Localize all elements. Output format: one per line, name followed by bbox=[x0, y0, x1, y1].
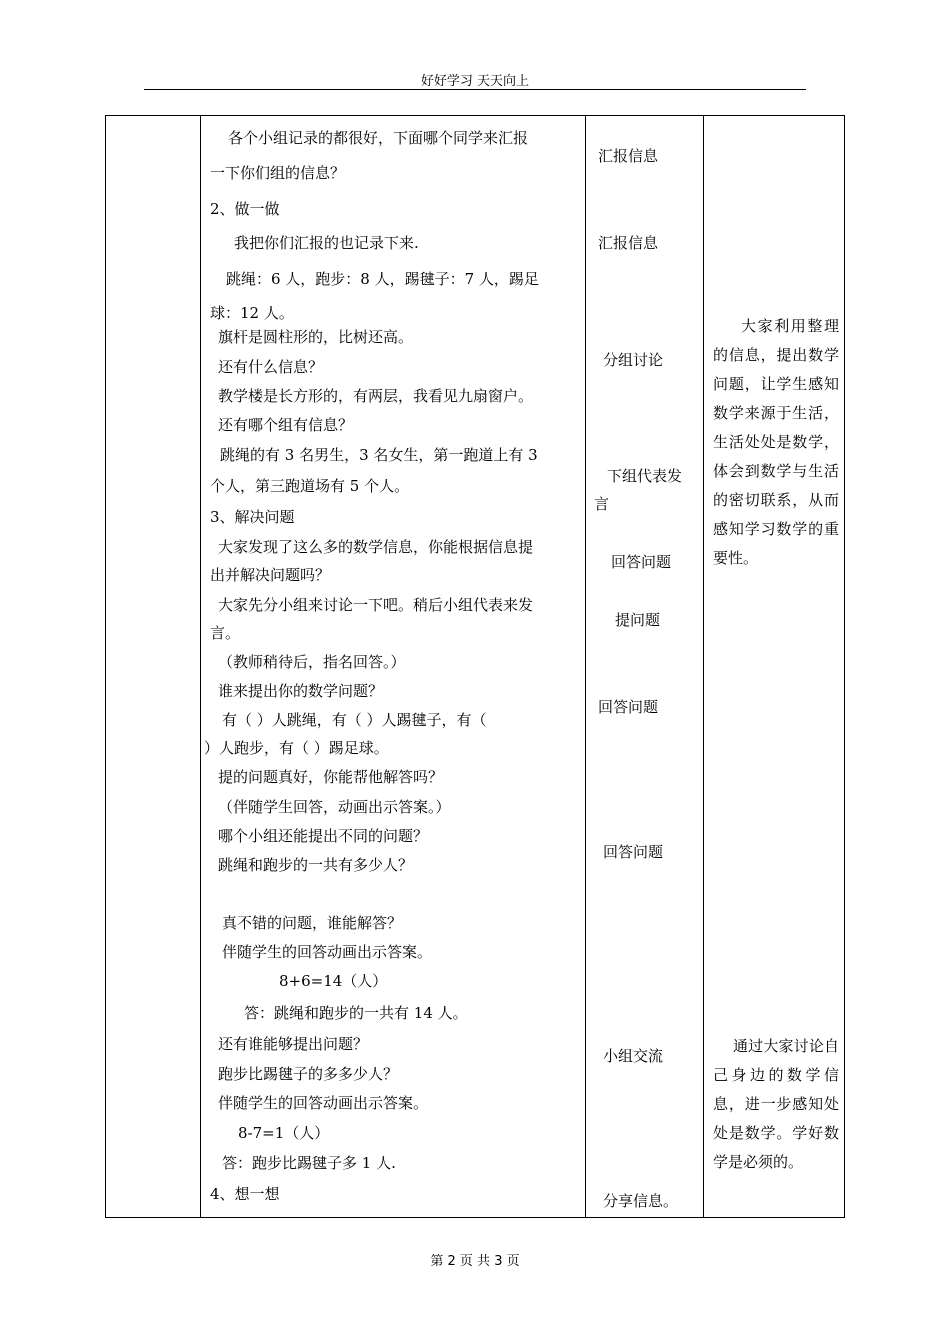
teacher-text-line: 跳绳：6 人，跑步：8 人，踢毽子：7 人，踢足 bbox=[226, 270, 539, 288]
page-footer: 第 2 页 共 3 页 bbox=[430, 1254, 520, 1269]
teacher-text-line: 球：12 人。 bbox=[210, 304, 294, 322]
student-activity: 下组代表发 bbox=[607, 467, 683, 485]
design-intent-text: 通过大家讨论自己身边的数学信息，进一步感知处处是数学。学好数学是必须的。 bbox=[713, 1037, 839, 1171]
teacher-text-line: 谁来提出你的数学问题？ bbox=[218, 682, 384, 700]
header-rule bbox=[144, 89, 806, 90]
student-activity: 言 bbox=[594, 495, 610, 513]
teacher-text-line: 个人，第三跑道场有 5 个人。 bbox=[210, 477, 410, 495]
teacher-text-line: 伴随学生的回答动画出示答案。 bbox=[222, 943, 433, 961]
column-divider-1 bbox=[200, 116, 201, 1217]
teacher-text-line: 伴随学生的回答动画出示答案。 bbox=[218, 1094, 429, 1112]
student-activity: 提问题 bbox=[615, 611, 661, 629]
teacher-text-line: 大家发现了这么多的数学信息，你能根据信息提 bbox=[218, 538, 534, 556]
student-activity: 回答问题 bbox=[598, 698, 659, 716]
teacher-text-line: ）人跑步，有（ ）踢足球。 bbox=[204, 739, 389, 757]
teacher-text-line: 还有什么信息？ bbox=[218, 358, 324, 376]
teacher-text-line: 言。 bbox=[210, 624, 241, 642]
student-activity: 回答问题 bbox=[611, 553, 672, 571]
column-divider-2 bbox=[585, 116, 586, 1217]
student-activity: 分组讨论 bbox=[603, 351, 664, 369]
design-intent-text: 大家利用整理的信息，提出数学问题，让学生感知数学来源于生活，生活处处是数学，体会到数学与生活的密切联系，从而感知学习数学的重要性。 bbox=[713, 317, 839, 567]
teacher-text-line: 提的问题真好，你能帮他解答吗？ bbox=[218, 768, 444, 786]
teacher-text-line: 大家先分小组来讨论一下吧。稍后小组代表来发 bbox=[218, 596, 534, 614]
teacher-text-line: 出并解决问题吗？ bbox=[210, 566, 331, 584]
section-heading: 3、解决问题 bbox=[210, 508, 295, 526]
student-activity: 小组交流 bbox=[603, 1047, 664, 1065]
answer-line: 答：跳绳和跑步的一共有 14 人。 bbox=[244, 1004, 468, 1022]
section-heading: 4、想一想 bbox=[210, 1185, 280, 1203]
section-heading: 2、做一做 bbox=[210, 200, 280, 218]
teacher-text-line: 我把你们汇报的也记录下来. bbox=[234, 234, 419, 252]
teacher-text-line: 旗杆是圆柱形的，比树还高。 bbox=[218, 328, 414, 346]
equation: 8-7=1（人） bbox=[238, 1124, 330, 1142]
teacher-text-line: 还有谁能够提出问题？ bbox=[218, 1035, 369, 1053]
page-header-title: 好好学习 天天向上 bbox=[420, 74, 530, 89]
teacher-text-line: （伴随学生回答，动画出示答案。） bbox=[218, 798, 451, 816]
student-activity: 分享信息。 bbox=[603, 1192, 679, 1210]
student-activity: 汇报信息 bbox=[598, 234, 659, 252]
teacher-text-line: 一下你们组的信息？ bbox=[210, 164, 346, 182]
equation: 8+6=14（人） bbox=[279, 972, 388, 990]
teacher-text-line: 跑步比踢毽子的多多少人？ bbox=[218, 1065, 399, 1083]
teacher-text-line: 真不错的问题，谁能解答？ bbox=[222, 914, 403, 932]
teacher-text-line: （教师稍待后，指名回答。） bbox=[218, 653, 406, 671]
teacher-text-line: 跳绳和跑步的一共有多少人？ bbox=[218, 856, 414, 874]
answer-line: 答：跑步比踢毽子多 1 人. bbox=[222, 1154, 396, 1172]
teacher-text-line: 哪个小组还能提出不同的问题？ bbox=[218, 827, 429, 845]
student-activity: 汇报信息 bbox=[598, 147, 659, 165]
teacher-text-line: 各个小组记录的都很好，下面哪个同学来汇报 bbox=[228, 129, 529, 147]
column-divider-3 bbox=[703, 116, 704, 1217]
teacher-text-line: 教学楼是长方形的，有两层，我看见九扇窗户。 bbox=[218, 387, 534, 405]
student-activity: 回答问题 bbox=[603, 843, 664, 861]
teacher-text-line: 有（ ）人跳绳，有（ ）人踢毽子，有（ bbox=[222, 711, 487, 729]
teacher-text-line: 还有哪个组有信息？ bbox=[218, 416, 354, 434]
teacher-text-line: 跳绳的有 3 名男生，3 名女生，第一跑道上有 3 bbox=[220, 446, 538, 464]
